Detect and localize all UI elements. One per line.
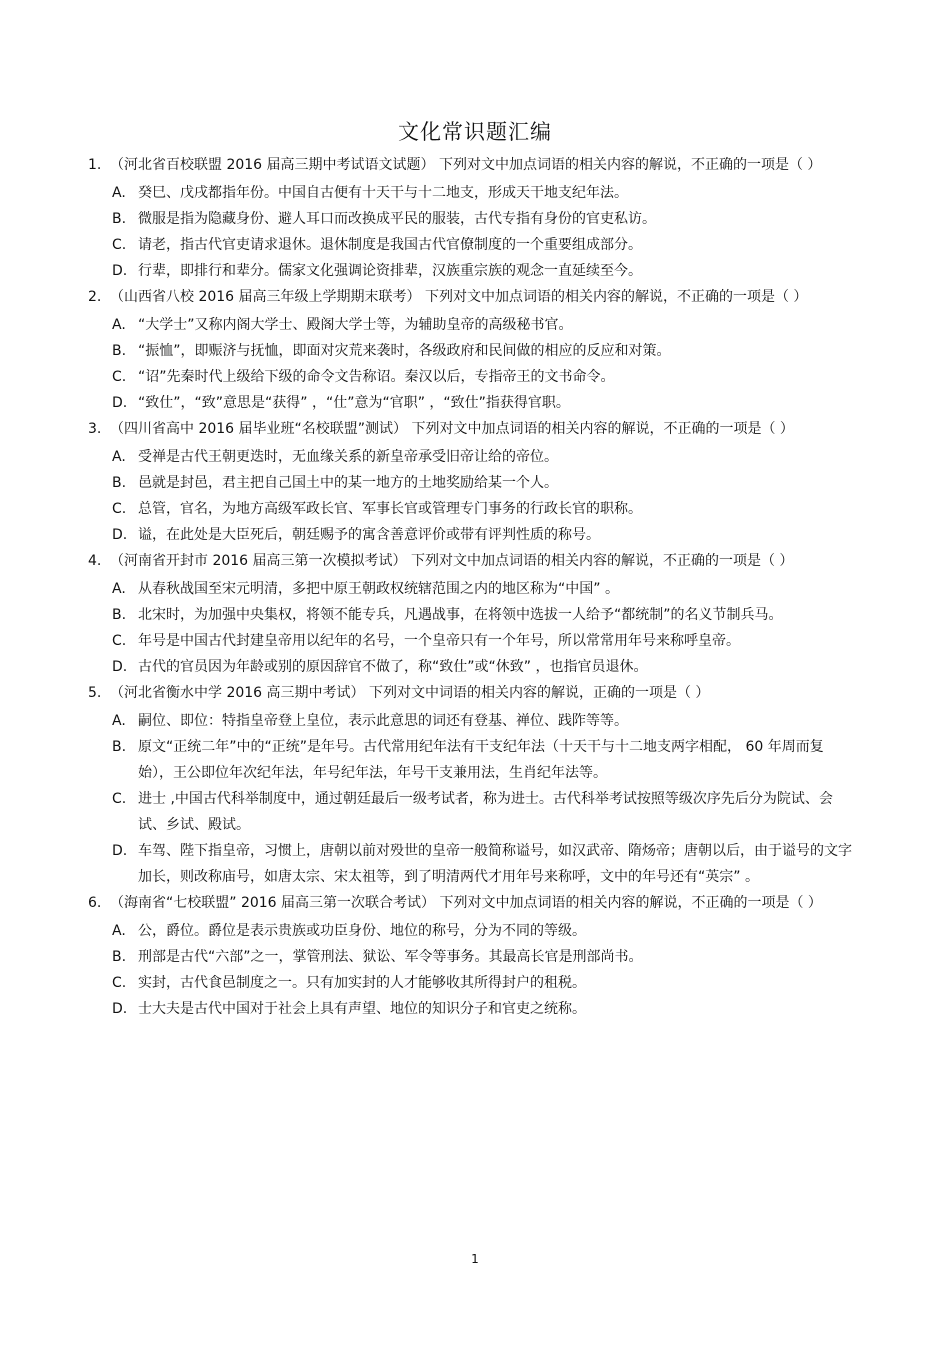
- option-letter: C.: [112, 369, 127, 385]
- option-list: [88, 312, 858, 416]
- option-text: 行辈，即排行和辈分。儒家文化强调论资排辈，汉族重宗族的观念一直延续至今。: [138, 263, 642, 279]
- option-item: [88, 180, 858, 206]
- question-number: 4.: [88, 553, 102, 569]
- question-text: （河北省衡水中学 2016 高三期中考试） 下列对文中词语的相关内容的解说，正确的一项是（ ）: [110, 685, 710, 701]
- option-item: [88, 708, 858, 734]
- option-letter: D.: [112, 263, 128, 279]
- option-text: 谥，在此处是大臣死后，朝廷赐予的寓含善意评价或带有评判性质的称号。: [138, 527, 600, 543]
- question-text: （河北省百校联盟 2016 届高三期中考试语文试题） 下列对文中加点词语的相关内容的解说，不正确的一项是（ ）: [110, 157, 822, 173]
- option-item: [88, 496, 858, 522]
- question-item: [88, 548, 858, 680]
- option-text: 请老，指古代官吏请求退休。退休制度是我国古代官僚制度的一个重要组成部分。: [138, 237, 642, 253]
- option-letter: D.: [112, 395, 128, 411]
- option-letter: D.: [112, 659, 128, 675]
- option-text: 癸巳、戊戌都指年份。中国自古便有十天干与十二地支，形成天干地支纪年法。: [138, 185, 628, 201]
- option-letter: A.: [112, 581, 126, 597]
- option-letter: A.: [112, 317, 126, 333]
- option-letter: C.: [112, 975, 127, 991]
- question-item: [88, 890, 858, 1022]
- question-stem: [88, 284, 858, 310]
- option-text: 从春秋战国至宋元明清，多把中原王朝政权统辖范围之内的地区称为“中国” 。: [138, 581, 619, 597]
- option-item: [88, 390, 858, 416]
- option-text: 古代的官员因为年龄或别的原因辞官不做了，称“致仕”或“休致” ，也指官员退休。: [138, 659, 648, 675]
- option-text: 士大夫是古代中国对于社会上具有声望、地位的知识分子和官吏之统称。: [138, 1001, 586, 1017]
- option-item: [88, 338, 858, 364]
- option-item: [88, 470, 858, 496]
- question-stem: [88, 680, 858, 706]
- option-letter: B.: [112, 343, 127, 359]
- option-letter: C.: [112, 791, 127, 807]
- option-item: [88, 996, 858, 1022]
- option-item: [88, 258, 858, 284]
- option-text: 车驾、陛下指皇帝，习惯上，唐朝以前对殁世的皇帝一般简称谥号，如汉武帝、隋炀帝；唐朝以后，由于谥号的文字加长，则改称庙号，如唐太宗、宋太祖等，到了明清两代才用年号来称呼，文中的年号还有“英宗” 。: [138, 843, 852, 885]
- option-item: [88, 970, 858, 996]
- option-letter: C.: [112, 501, 127, 517]
- option-item: [88, 628, 858, 654]
- option-text: “诏”先秦时代上级给下级的命令文告称诏。秦汉以后，专指帝王的文书命令。: [138, 369, 615, 385]
- option-list: [88, 918, 858, 1022]
- question-number: 5.: [88, 685, 102, 701]
- option-item: [88, 602, 858, 628]
- question-item: [88, 284, 858, 416]
- page-number: 1: [471, 1252, 479, 1266]
- question-stem: [88, 416, 858, 442]
- question-stem: [88, 152, 858, 178]
- option-item: [88, 576, 858, 602]
- option-letter: A.: [112, 713, 126, 729]
- question-number: 3.: [88, 421, 102, 437]
- option-item: [88, 232, 858, 258]
- option-item: [88, 654, 858, 680]
- option-letter: D.: [112, 527, 128, 543]
- option-letter: D.: [112, 1001, 128, 1017]
- option-text: 年号是中国古代封建皇帝用以纪年的名号，一个皇帝只有一个年号，所以常常用年号来称呼皇帝。: [138, 633, 740, 649]
- question-text: （山西省八校 2016 届高三年级上学期期末联考） 下列对文中加点词语的相关内容的解说，不正确的一项是（ ）: [110, 289, 808, 305]
- question-item: [88, 152, 858, 284]
- option-item: [88, 734, 858, 786]
- option-text: 刑部是古代“六部”之一，掌管刑法、狱讼、军令等事务。其最高长官是刑部尚书。: [138, 949, 643, 965]
- option-letter: C.: [112, 237, 127, 253]
- option-item: [88, 312, 858, 338]
- option-list: [88, 180, 858, 284]
- question-stem: [88, 548, 858, 574]
- option-text: “致仕”，“致”意思是“获得” ，“仕”意为“官职” ，“致仕”指获得官职。: [138, 395, 570, 411]
- option-text: 北宋时，为加强中央集权，将领不能专兵，凡遇战事，在将领中选拔一人给予“都统制”的名义节制兵马。: [138, 607, 783, 623]
- option-item: [88, 206, 858, 232]
- option-text: 微服是指为隐藏身份、避人耳口而改换成平民的服装，古代专指有身份的官吏私访。: [138, 211, 656, 227]
- option-list: [88, 576, 858, 680]
- question-item: [88, 416, 858, 548]
- option-item: [88, 944, 858, 970]
- option-letter: B.: [112, 739, 127, 755]
- option-letter: A.: [112, 449, 126, 465]
- option-item: [88, 918, 858, 944]
- option-letter: B.: [112, 475, 127, 491]
- option-letter: A.: [112, 185, 126, 201]
- option-text: “振恤”，即赈济与抚恤，即面对灾荒来袭时，各级政府和民间做的相应的反应和对策。: [138, 343, 671, 359]
- question-number: 2.: [88, 289, 102, 305]
- question-text: （海南省“七校联盟” 2016 届高三第一次联合考试） 下列对文中加点词语的相关内容的解说，不正确的一项是（ ）: [110, 895, 822, 911]
- option-item: [88, 444, 858, 470]
- option-item: [88, 838, 858, 890]
- question-list: [88, 152, 858, 1022]
- document-title: 文化常识题汇编: [398, 120, 552, 144]
- option-text: 进士 ,中国古代科举制度中，通过朝廷最后一级考试者，称为进士。古代科举考试按照等级次序先后分为院试、会试、乡试、殿试。: [138, 791, 833, 833]
- option-item: [88, 364, 858, 390]
- option-list: [88, 708, 858, 890]
- option-text: 受禅是古代王朝更迭时，无血缘关系的新皇帝承受旧帝让给的帝位。: [138, 449, 558, 465]
- option-list: [88, 444, 858, 548]
- option-text: “大学士”又称内阁大学士、殿阁大学士等，为辅助皇帝的高级秘书官。: [138, 317, 573, 333]
- option-letter: B.: [112, 949, 127, 965]
- option-letter: C.: [112, 633, 127, 649]
- option-item: [88, 522, 858, 548]
- option-letter: B.: [112, 211, 127, 227]
- option-text: 邑就是封邑，君主把自己国土中的某一地方的土地奖励给某一个人。: [138, 475, 558, 491]
- question-number: 1.: [88, 157, 102, 173]
- option-text: 公，爵位。爵位是表示贵族或功臣身份、地位的称号，分为不同的等级。: [138, 923, 586, 939]
- option-text: 嗣位、即位：特指皇帝登上皇位，表示此意思的词还有登基、禅位、践阼等等。: [138, 713, 628, 729]
- option-text: 原文“正统二年”中的“正统”是年号。古代常用纪年法有干支纪年法（十天干与十二地支两字相配， 60 年周而复始），王公即位年次纪年法，年号纪年法，年号干支兼用法，生肖纪年法等。: [138, 739, 824, 781]
- option-letter: D.: [112, 843, 128, 859]
- question-item: [88, 680, 858, 890]
- question-number: 6.: [88, 895, 102, 911]
- option-letter: A.: [112, 923, 126, 939]
- option-letter: B.: [112, 607, 127, 623]
- question-text: （四川省高中 2016 届毕业班“名校联盟”测试） 下列对文中加点词语的相关内容的解说，不正确的一项是（ ）: [110, 421, 794, 437]
- option-text: 实封，古代食邑制度之一。只有加实封的人才能够收其所得封户的租税。: [138, 975, 586, 991]
- question-stem: [88, 890, 858, 916]
- option-item: [88, 786, 858, 838]
- option-text: 总管，官名，为地方高级军政长官、军事长官或管理专门事务的行政长官的职称。: [138, 501, 642, 517]
- question-text: （河南省开封市 2016 届高三第一次模拟考试） 下列对文中加点词语的相关内容的解说，不正确的一项是（ ）: [110, 553, 794, 569]
